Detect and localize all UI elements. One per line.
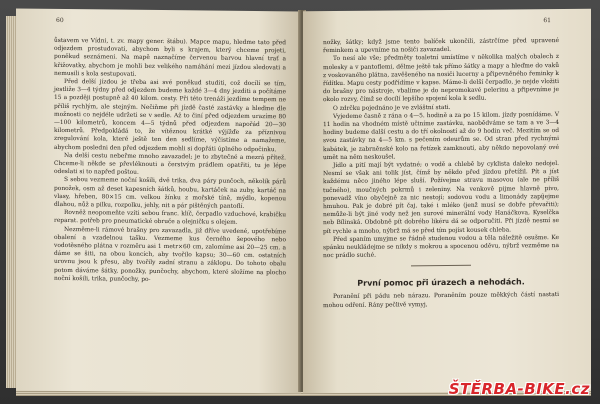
- section-divider: [411, 265, 471, 267]
- open-book: [6, 6, 596, 398]
- paragraph: ůstavem ve Vídni, t. zv. mapy gener. štábu). Mapce mapu, hledme tato před odjezdem prostudovati, abychom byli s krajem, který chceme projeti, poněkud seznámeni. Na mapě naznačíme červenou barvou hlavní trať a křižovatky, abychom je mohli bez velikého namáhání mezi jízdou sledovati a nemusili s kola sestupovati.: [54, 37, 286, 78]
- watermark-logo: ŠTĚRBA-BIKE.cz: [448, 380, 590, 398]
- paragraph: Jídlo a pití mají být vydatné; o vodě a chlebě by cyklista daleko nedojel. Nesmí se však ani tolik jíst, čímž by někdo před jízdou přetížil. Pít a jíst každému něco jiného lépe sluší. Požívejme stravu masovou (ale ne příliš tučného), moučných pokrmů i zeleniny. Na venkově pijme hlavně pivo, ponevadž víno obyčejně za nic nestojí; sodovou vodu a limonády zapíjejme hmuhou. Pak je dobré pít čaj, také i mléko (jenž musí se dobře převařiti); nemůže-li být jiné vody než jen surové minerální vody Hanáčkova, Kyselčka neb Bílinská. Obdobně pít dobrého likéru dá se odporučiti. Při jízdě nesmí se pít rychle a mnoho, nýbrž má se před tím pojíst kousek chleba.: [323, 161, 559, 235]
- page-number-left: 60: [56, 16, 64, 25]
- paragraph: Před spaním umyjme se řádně studenou vodou a těla náležitě osušme. Ke spánku neukládejme se nikdy s mokrou a spocenou oděvu, nýbrž vezměme na noc prádlo suché.: [323, 234, 559, 260]
- section-heading: První pomoc při úrazech a nehodách.: [357, 277, 525, 289]
- paragraph: Na delší cestu nebeřme mnoho zavazadel; je to zbytečné a mezrá přítež. Chceme-li někde se převléknouti a čerstvým prádlem opatřiti, tu je lépe odeslati si to napřed poštou.: [54, 152, 286, 177]
- paragraph: S sebou vezmeme noční košili, dvě trika, dva páry punčoch, několik párů ponožek, osm až deset kapesních šátků, houbu, kartáček na zuby, kartáč na vlasy, hřeben, 80×15 cm. velkou žínku z mořské tíně, mýdlo, kopenou dlahou, nůž a pilku, rozpolku, jehly, nit a pár pištěných pantoflí.: [54, 177, 286, 210]
- paragraph: nožky, šátky; když jsme tento balíček ukončili, zástrčíme před upravené řeminkem a upevníme na nošiči zavazadel.: [323, 38, 559, 55]
- right-page: [303, 9, 591, 394]
- paragraph: Nezměme-li rámové brašny pro zavazadla, již dříve uvedené, upotřebíme obalení a vzadelnou tašku. Vezmeme kus černého šepového nebo vodotěsného plátna v rozměru asi 1 metr×60 cm, zalomíme asi 20—25 cm. a dáme se šiti, na obou koncích, aby tvořilo kapsu; 30—60 cm. ostatních urovnu jsou k přesu, aby tvořily zadní stranu a záklopu. Do tohoto obalu potom dáváme šátky, ponožky, punčochy, abychom, které složíme na plocho noční košili, trika, punčochy, po-: [54, 226, 286, 283]
- paragraph: Před delší jízdou je třeba asi své poněkud studiti, což docílí se tím, jestliže 3—4 týdny před odjezdem budeme každé 3—4 dny jezditi a počítáme 15 a později postupně až 40 kilom. cesty. Při této trenáži jezdíme tempem ne příliš rychlým, ale stejným. Nečiňme při jízdě časté zastávky a hleďme dle možnosti co nejdéle udržeti se v sedle. Až to činí před odjezdem urazíme 80—100 kilometrů, koncem 4—5 týdnů před odjezdem napořád 20—30 kilometrů. Předpokládá to, že vítěznou krátké výjížďe za příznivou zregulování kola, které ještě ten den sedlíme, výčistíme a namažeme, abychom posledni den před odjezdem mohli si dopřáti úplného odpočinku.: [54, 79, 286, 153]
- left-page: [16, 9, 301, 394]
- paragraph: To nesí ale vše; předměty toaletní umístíme v několika malých obalech z molesky a v pantoflemi, dělme ještě tak přímo šátky a mapy a hleďme do vaků z voskovaného plátna, zavěšeného na nosiči lucerny a připevněného řeminky k řídítku. Mapu cesty podřídíme v kapse. Máme-li delší čerpadlo, je nejde vložiti do brašny pro nástroje, vbalíme je do nepromokavé pelerinu a připevníme je okolo rozvy, čímž se docílí lepšího spojení kola k sedlu.: [323, 54, 559, 104]
- page-number-right: 61: [543, 17, 551, 25]
- paragraph: Vyjedeme časně z rána o 4—5. hodině a za po 15 kilom. jízdy posnídáme. V 11 hodin na vhodném místě učiníme zastávku, naobědváme se tam a ve 3—4 hodiny budeme další cestu a do tří okolností až do 9 hodin več. Mezitím se od svou zastávky na 4—5 km. s pečením odeurům se. Od stran před rychnými kabátek, je zabrněnské kolo na řetízek zamknouti, aby někdo nepovolaný ové umět na něm neskoušel.: [323, 111, 559, 161]
- paragraph: Rovněž neopomeňte vzíti sebou franc. klíč, čerpadlo vzduchové, krabičku reparat. potřeb pro pneumatické obruče a olejničku s olejem.: [54, 210, 286, 227]
- right-page-text: [323, 37, 559, 310]
- paragraph: Poranění při pádu neb nárazu. Poraněním pouze měkkých částí nastati mohou odření. Rány pečlivě vymyj,: [323, 292, 559, 309]
- left-page-text: [54, 37, 286, 286]
- paragraph: O zdrčku pojednáno je ve zvláštní stati.: [333, 104, 451, 112]
